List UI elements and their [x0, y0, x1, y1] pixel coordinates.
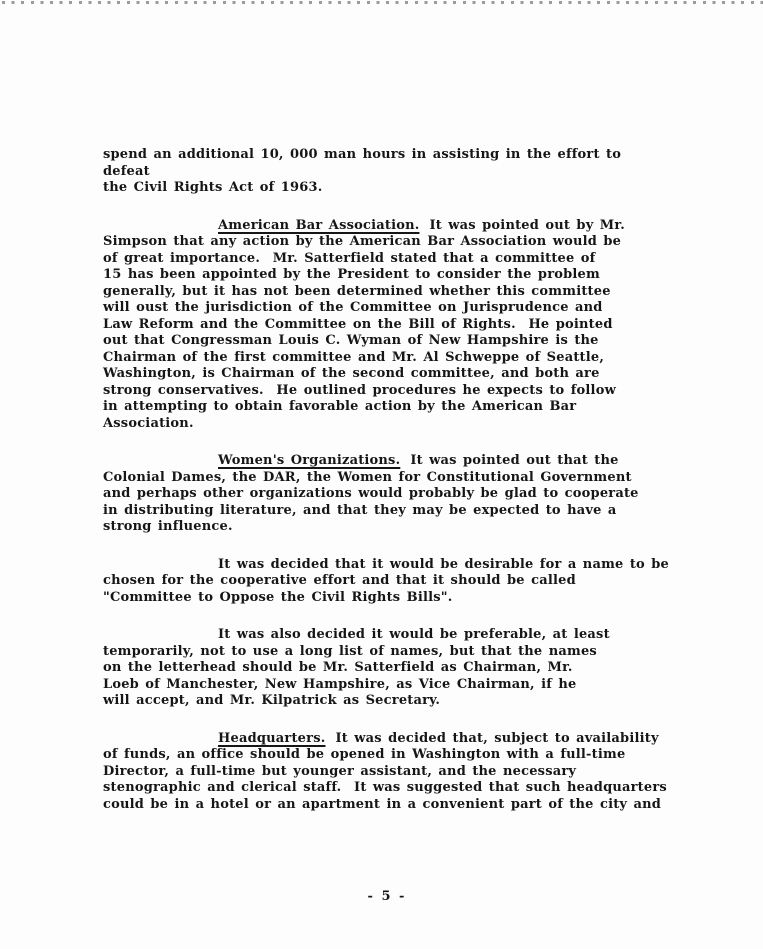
text-line: strong influence.: [103, 519, 233, 534]
text-line: out that Congressman Louis C. Wyman of New Hampshire is the: [103, 333, 599, 348]
text-line: will accept, and Mr. Kilpatrick as Secretary.: [103, 693, 441, 708]
text-line: Colonial Dames, the DAR, the Women for Constitutional Government: [103, 469, 632, 485]
text-line: will oust the jurisdiction of the Committee on Jurisprudence and: [103, 300, 603, 315]
text-line: [103, 218, 671, 235]
section-heading-womens-organizations: Women's Organizations.: [218, 453, 401, 468]
section-heading-headquarters: Headquarters.: [218, 730, 326, 746]
text-line: Simpson that any action by the American Bar Association would be: [103, 234, 622, 249]
text-line: Chairman of the first committee and Mr. Al Schweppe of Seattle,: [103, 349, 605, 365]
text-line: strong conservatives. He outlined procedures he expects to follow: [103, 382, 616, 398]
text-line: generally, but it has not been determined whether this committee: [103, 283, 611, 299]
text-line: the Civil Rights Act of 1963.: [103, 180, 323, 195]
text-line: in attempting to obtain favorable action by the American Bar: [103, 399, 577, 414]
text-line: 15 has been appointed by the President to consider the problem: [103, 267, 600, 282]
paragraph-letterhead-decision: [103, 627, 671, 710]
text-line: "Committee to Oppose the Civil Rights Bills".: [103, 589, 453, 605]
text-run: It was pointed out by Mr.: [429, 217, 625, 233]
text-line: It was also decided it would be preferable, at least: [218, 627, 610, 642]
document-body: [103, 147, 671, 813]
text-line: could be in a hotel or an apartment in a convenient part of the city and: [103, 796, 662, 812]
text-line: Washington, is Chairman of the second committee, and both are: [103, 366, 600, 381]
section-heading-american-bar-association: American Bar Association.: [218, 217, 420, 233]
paragraph: [103, 147, 671, 197]
text-line: of funds, an office should be opened in Washington with a full-time: [103, 747, 626, 762]
text-line: spend an additional 10, 000 man hours in assisting in the effort to defeat: [103, 147, 628, 179]
paragraph-name-decision: [103, 557, 671, 607]
text-line: It was decided that it would be desirable for a name to be: [218, 556, 669, 572]
paragraph-headquarters: [103, 731, 671, 814]
text-line: stenographic and clerical staff. It was suggested that such headquarters: [103, 780, 667, 795]
page-number: - 5 -: [367, 889, 407, 904]
text-line: on the letterhead should be Mr. Satterfield as Chairman, Mr.: [103, 660, 573, 675]
text-line: chosen for the cooperative effort and that it should be called: [103, 573, 576, 588]
text-line: Director, a full-time but younger assistant, and the necessary: [103, 763, 577, 779]
paragraph-american-bar-association: [103, 218, 671, 433]
paragraph-womens-organizations: [103, 453, 671, 536]
text-run: It was pointed out that the: [410, 453, 619, 468]
text-run: It was decided that, subject to availability: [335, 730, 659, 746]
text-line: Law Reform and the Committee on the Bill of Rights. He pointed: [103, 316, 613, 332]
text-line: in distributing literature, and that they may be expected to have a: [103, 502, 617, 518]
perforation-dots: [2, 1, 763, 4]
text-line: [103, 731, 671, 748]
text-line: and perhaps other organizations would probably be glad to cooperate: [103, 486, 639, 501]
text-line: Association.: [103, 415, 194, 431]
text-line: of great importance. Mr. Satterfield stated that a committee of: [103, 250, 596, 266]
text-line: [103, 453, 671, 470]
text-line: Loeb of Manchester, New Hampshire, as Vice Chairman, if he: [103, 676, 577, 692]
text-line: temporarily, not to use a long list of names, but that the names: [103, 643, 597, 659]
